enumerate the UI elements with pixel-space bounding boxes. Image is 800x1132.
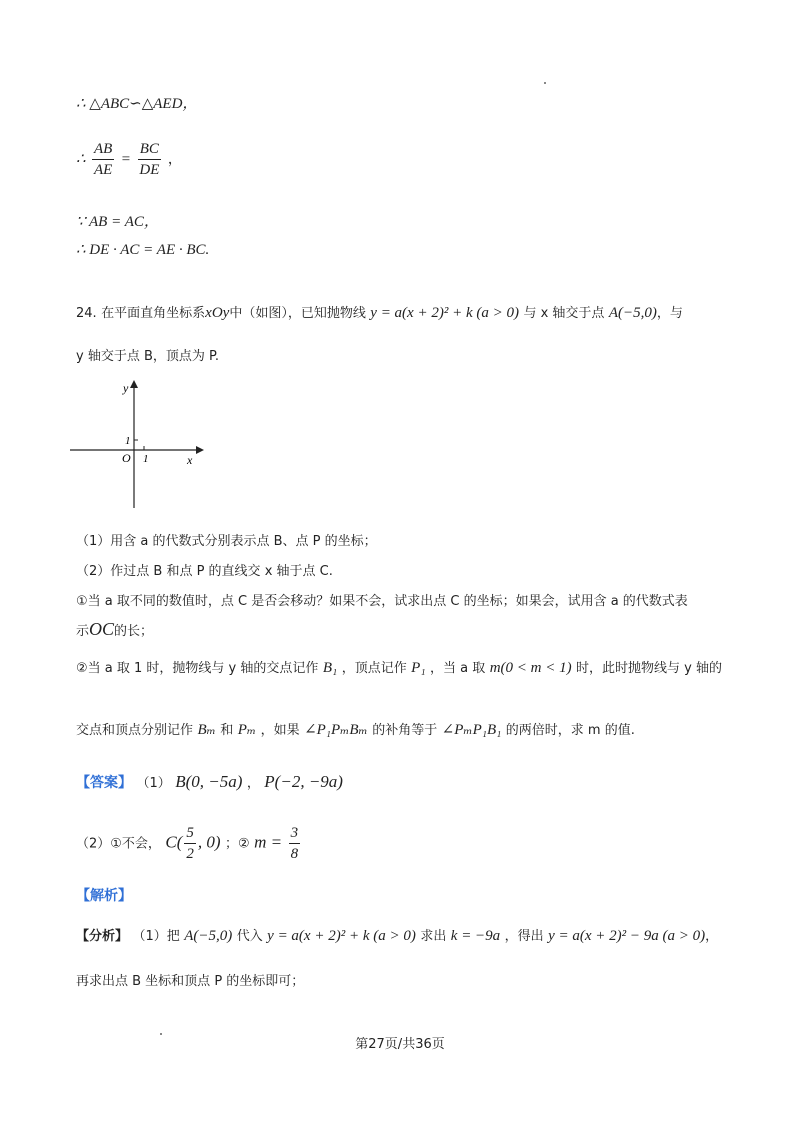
page-footer: 第27页/共36页 bbox=[355, 1037, 445, 1052]
separator: ， bbox=[246, 776, 260, 791]
fraction-three-eighths bbox=[289, 824, 301, 863]
question-text: y 轴交于点 B，顶点为 P. bbox=[76, 349, 219, 364]
point-pm: Pₘ bbox=[237, 722, 257, 738]
origin-label: O bbox=[122, 451, 131, 465]
analysis-text: （1）把 bbox=[132, 929, 180, 944]
answer-point-b: B(0, −5a) bbox=[175, 772, 243, 791]
angle-1: ∠P₁PₘBₘ bbox=[304, 722, 368, 738]
point-b1: B₁ bbox=[322, 660, 338, 676]
denominator: 8 bbox=[290, 846, 299, 862]
denominator: DE bbox=[139, 162, 160, 178]
analysis-line-2 bbox=[76, 970, 304, 989]
y-axis-arrow bbox=[130, 380, 138, 388]
denominator: 2 bbox=[186, 846, 194, 862]
answer-m: m = bbox=[254, 832, 283, 852]
point-a: A(−5,0) bbox=[608, 305, 657, 321]
part-1 bbox=[76, 530, 377, 549]
part-text: ，顶点记作 bbox=[341, 661, 407, 676]
question-text: ，与 bbox=[656, 306, 683, 321]
parabola-equation: y = a(x + 2)² + k (a > 0) bbox=[370, 305, 519, 321]
question-text: 与 x 轴交于点 bbox=[523, 306, 605, 321]
part-text: 的长； bbox=[114, 624, 154, 639]
fraction-five-halves bbox=[184, 824, 196, 863]
part-text: 示 bbox=[76, 624, 90, 639]
question-number: 24. bbox=[76, 306, 97, 321]
answer-tag: 【答案】 bbox=[76, 775, 132, 791]
coord-system: xOy bbox=[205, 305, 230, 321]
question-line-1 bbox=[76, 302, 683, 322]
therefore-symbol: ∴ bbox=[76, 151, 86, 168]
answer-line-2 bbox=[76, 824, 302, 863]
part-text: （2）作过点 B 和点 P 的直线交 x 轴于点 C. bbox=[76, 564, 333, 579]
proof-line-2: ∴ $\frac{AB}{AE}$ = $\frac{BC}{DE}$ ， bbox=[76, 141, 182, 178]
analysis-text: ， bbox=[705, 929, 719, 944]
analysis-line-1 bbox=[76, 925, 718, 945]
sub-question-2a bbox=[76, 657, 722, 677]
proof-line-3 bbox=[76, 210, 159, 231]
answer-label: （2）①不会， bbox=[76, 836, 161, 852]
numerator: 3 bbox=[289, 824, 301, 844]
x-label: x bbox=[187, 453, 193, 467]
analysis-k: k = −9a bbox=[450, 928, 501, 944]
analysis-point-a: A(−5,0) bbox=[184, 928, 233, 944]
proof-line-1 bbox=[76, 92, 197, 113]
answer-point-c: C( bbox=[165, 832, 183, 852]
analysis-text: 再求出点 B 坐标和顶点 P 的坐标即可； bbox=[76, 974, 305, 989]
because-statement: ∵ AB = AC， bbox=[76, 214, 159, 230]
separator: ；② bbox=[225, 836, 250, 852]
angle-2: ∠PₘP₁B₁ bbox=[441, 722, 502, 738]
question-text: 在平面直角坐标系 bbox=[101, 306, 206, 321]
part-text: ①当 a 取不同的数值时，点 C 是否会移动？如果不会，试求出点 C 的坐标；如果会，试用含 a 的代数式表 bbox=[76, 594, 688, 609]
part-text: 交点和顶点分别记作 bbox=[76, 723, 194, 738]
answer-label: （1） bbox=[136, 776, 171, 791]
conclusion-statement: ∴ DE · AC = AE · BC. bbox=[76, 242, 210, 258]
part-text: ，当 a 取 bbox=[430, 661, 486, 676]
part-text: 的两倍时，求 m 的值. bbox=[505, 723, 635, 738]
m-condition: m(0 < m < 1) bbox=[489, 660, 572, 676]
analysis-text: 求出 bbox=[420, 929, 447, 944]
analysis-tag: 【解析】 bbox=[76, 888, 132, 904]
y-label: y bbox=[123, 381, 129, 395]
answer-point-p: P(−2, −9a) bbox=[264, 772, 343, 791]
x-axis-arrow bbox=[196, 446, 204, 454]
numerator: AB bbox=[92, 140, 114, 160]
sub-question-2b bbox=[76, 719, 635, 739]
proof-line-4 bbox=[76, 240, 209, 259]
analysis-text: 代入 bbox=[236, 929, 263, 944]
analysis-equation-1: y = a(x + 2)² + k (a > 0) bbox=[267, 928, 416, 944]
analysis-text: ，得出 bbox=[504, 929, 544, 944]
part-2 bbox=[76, 560, 333, 579]
sub-question-1b bbox=[76, 619, 153, 640]
question-line-2 bbox=[76, 345, 219, 364]
answer-point-c-tail: , 0) bbox=[197, 832, 221, 852]
fenxi-tag: 【分析】 bbox=[76, 929, 129, 944]
segment-oc: OC bbox=[89, 619, 115, 639]
analysis-header bbox=[76, 885, 132, 905]
y-tick-label: 1 bbox=[125, 435, 131, 447]
part-text: 和 bbox=[220, 723, 234, 738]
point-bm: Bₘ bbox=[197, 722, 216, 738]
similar-triangles: ∴ △ABC∽△AED， bbox=[76, 96, 198, 112]
scan-artifact bbox=[544, 82, 546, 84]
analysis-equation-2: y = a(x + 2)² − 9a (a > 0) bbox=[548, 928, 706, 944]
part-text: （1）用含 a 的代数式分别表示点 B、点 P 的坐标； bbox=[76, 534, 377, 549]
part-text: 时，此时抛物线与 y 轴的 bbox=[576, 661, 723, 676]
coordinate-graph bbox=[68, 378, 208, 513]
question-text: 中（如图），已知抛物线 bbox=[229, 306, 366, 321]
sub-question-1a bbox=[76, 590, 688, 609]
answer-line-1 bbox=[76, 772, 343, 792]
numerator: 5 bbox=[184, 824, 196, 844]
part-text: ，如果 bbox=[260, 723, 300, 738]
denominator: AE bbox=[94, 162, 113, 178]
fraction-ab-ae bbox=[92, 140, 114, 179]
x-tick-label: 1 bbox=[143, 453, 149, 465]
part-text: ②当 a 取 1 时，抛物线与 y 轴的交点记作 bbox=[76, 661, 319, 676]
numerator: BC bbox=[138, 140, 161, 160]
part-text: 的补角等于 bbox=[372, 723, 438, 738]
comma: ， bbox=[167, 151, 182, 168]
point-p1: P₁ bbox=[411, 660, 426, 676]
fraction-bc-de bbox=[137, 140, 161, 179]
